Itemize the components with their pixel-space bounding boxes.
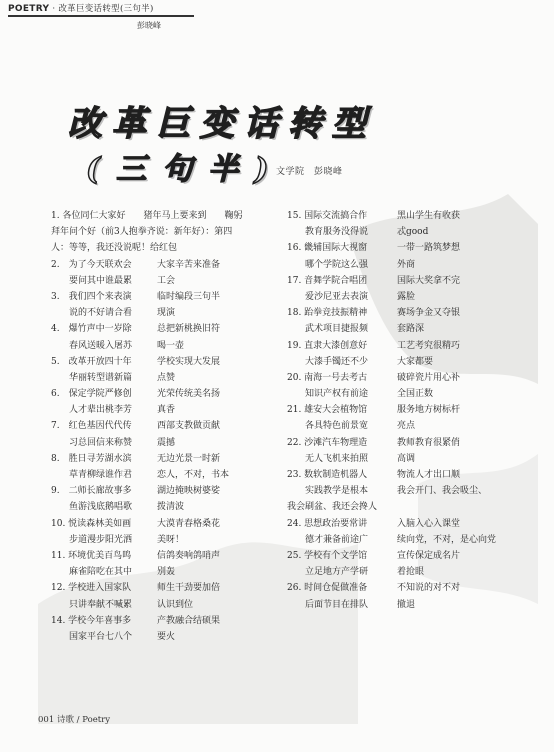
poem-line: [287, 516, 517, 532]
poem-line-part-1: 19. 直隶大漆创意好: [287, 340, 368, 351]
poem-line: [51, 564, 285, 580]
poem-line-part-2: 美呀！: [157, 534, 185, 545]
poem-line: [287, 321, 517, 337]
poem-line-part-2: 大家辛苦来准备: [157, 259, 221, 270]
poem-line-part-1: 只讲奉献不喊累: [51, 599, 133, 610]
poem-line: [287, 548, 517, 564]
poem-line-part-2: 黑山学生有收获: [397, 211, 461, 221]
poem-line: [51, 532, 285, 548]
poem-line-part-1: 实践教学是根本: [287, 486, 369, 497]
poem-line: [287, 386, 517, 402]
poem-line-part-2: 学校实现大发展: [157, 356, 221, 367]
poem-line-part-2: 总把新桃换旧符: [157, 324, 221, 335]
poem-line-part-1: 步道漫步阳光洒: [51, 534, 133, 545]
poem-line-part-1: 18. 跆拳竞技振精神: [287, 308, 368, 319]
poem-line-part-1: 6. 保定学院严修创: [51, 389, 132, 400]
poem-line-part-1: 3. 我们四个来表演: [51, 291, 132, 302]
poem-line-part-1: 7. 红色基因代代传: [51, 421, 132, 432]
poem-line: [287, 597, 517, 613]
poem-line: [287, 224, 517, 240]
poem-line: [287, 402, 517, 418]
poem-line-part-2: 恋人，不对，书本: [157, 470, 230, 480]
poem-line-part-2: 湖边掩映树婆娑: [157, 486, 221, 497]
poem-line-part-2: 大漠青春格桑花: [157, 518, 221, 529]
poem-line: [287, 338, 517, 354]
running-header: [8, 2, 154, 14]
poem-subtitle: (三句半): [86, 152, 285, 187]
poem-line: [51, 435, 285, 451]
poem-line: [287, 483, 517, 499]
poem-line-part-1: 武术项目捷报频: [287, 324, 369, 335]
poem-line-part-1: 说的不好请合看: [51, 308, 133, 319]
poem-line-part-2: 续向党，不对，是心向党: [397, 534, 497, 545]
poem-line: [51, 273, 285, 289]
poem-line: [287, 240, 517, 256]
poem-line: [287, 208, 517, 224]
poem-line-part-1: 14. 学校今年喜事多: [51, 615, 132, 626]
poem-line: [51, 613, 285, 629]
poem-line-part-2: 光荣传统美名扬: [157, 389, 221, 400]
poem-line-part-1: 10. 悦读森林美如画: [51, 518, 132, 529]
page-number: 001: [38, 715, 55, 725]
poem-line-part-2: 高调: [397, 453, 416, 464]
poem-line-part-1: 22. 沙滩汽车物理造: [287, 437, 368, 448]
poem-line-part-1: 人才辈出桃李芳: [51, 405, 133, 416]
poem-line-part-1: 21. 雄安大会植物馆: [287, 405, 368, 416]
poem-line-part-2: 一带一路筑梦想: [397, 243, 461, 254]
poem-line-part-2: 忒good: [397, 227, 429, 238]
poem-line: [51, 499, 285, 515]
poem-line: [287, 418, 517, 434]
poem-line-part-2: 真香: [157, 405, 176, 416]
poem-title: 改革巨变话转型: [68, 104, 376, 144]
poem-line-part-2: 露脸: [397, 291, 416, 302]
poem-line: [51, 305, 285, 321]
poem-line-part-1: 23. 数软制造机器人: [287, 470, 368, 480]
poem-line: [51, 321, 285, 337]
poem-line: [51, 289, 285, 305]
header-rule: [8, 15, 194, 17]
poem-line: [287, 451, 517, 467]
poem-line-part-1: 各具特色前景宽: [287, 421, 369, 432]
poem-line-part-1: 人：等等，我还没说呢！给红包: [51, 243, 178, 254]
poem-line-part-2: 西部支教做贡献: [157, 421, 221, 432]
poem-line-part-1: 2. 为了今天联欢会: [51, 259, 132, 270]
poem-line-part-2: 国际大奖拿不完: [397, 275, 461, 286]
poem-line: [51, 629, 285, 645]
poem-line-part-2: 点赞: [157, 372, 176, 383]
poem-line: [287, 354, 517, 370]
poem-line: [51, 597, 285, 613]
poem-line-part-1: 德才兼备前途广: [287, 534, 369, 545]
footer-label: 诗歌 / Poetry: [56, 715, 111, 725]
poem-line-part-1: 大漆手镯还不少: [287, 356, 369, 367]
poem-line-part-1: 11. 环境优美百鸟鸣: [51, 550, 132, 561]
poem-line-part-1: 20. 南海一号去考古: [287, 372, 368, 383]
poem-line-part-2: 要火: [157, 631, 176, 642]
poem-line: [51, 516, 285, 532]
poem-line-part-1: 12. 学校进入国家队: [51, 583, 132, 594]
poem-line: [51, 418, 285, 434]
poem-line-part-1: 17. 音舞学院合唱团: [287, 275, 368, 286]
poem-line-part-2: 物流人才出口顺: [397, 470, 461, 480]
poem-line: [51, 402, 285, 418]
poem-line-part-2: 宣传保定成名片: [397, 550, 461, 561]
poem-line-part-1: 草青柳绿谁作君: [51, 470, 133, 480]
poem-line-part-2: 别轰: [157, 567, 176, 578]
poem-line: [287, 467, 517, 483]
poem-line: [51, 548, 285, 564]
poem-line-part-2: 认识到位: [157, 599, 194, 610]
poem-line-part-1: 知识产权有前途: [287, 389, 369, 400]
poem-line-part-1: 5. 改革开放四十年: [51, 356, 132, 367]
page-footer: [38, 713, 110, 725]
poem-line-part-2: 现演: [157, 308, 176, 319]
poem-line: [51, 208, 285, 224]
poem-line-part-1: 爱沙尼亚去表演: [287, 291, 369, 302]
poem-line-part-1: 无人飞机来拍照: [287, 453, 369, 464]
poem-line-part-2: 撤退: [397, 599, 416, 610]
poem-line-part-1: 1. 各位同仁大家好 猪年马上要来到 鞠躬: [51, 211, 243, 221]
poem-line-part-1: 25. 学校有个文学馆: [287, 550, 368, 561]
poem-line-part-2: 入脑入心入课堂: [397, 518, 461, 529]
poem-column-left: [51, 208, 285, 645]
header-separator: ·: [52, 4, 56, 14]
poem-line: [51, 338, 285, 354]
poem-line-part-2: 喝一壶: [157, 340, 185, 351]
poem-line-part-1: 春风送暖入屠苏: [51, 340, 133, 351]
poem-line-part-2: 师生干劲要加倍: [157, 583, 221, 594]
poem-line: [51, 386, 285, 402]
poem-line: [287, 305, 517, 321]
poem-line-part-2: 赛场争金又夺银: [397, 308, 461, 319]
poem-line-part-1: 24. 思想政治要常讲: [287, 518, 368, 529]
poem-line-part-1: 我会刷盆、我还会搀人: [287, 502, 378, 513]
poem-line-part-2: 工会: [157, 275, 176, 286]
poem-line-part-1: 华丽转型谱新篇: [51, 372, 133, 383]
poem-line: [287, 532, 517, 548]
poem-line-part-1: 哪个学院这么强: [287, 259, 369, 270]
header-section-title: 改革巨变话转型(三句半): [58, 4, 154, 14]
poem-line: [51, 354, 285, 370]
poem-line: [287, 435, 517, 451]
poem-line: [287, 564, 517, 580]
poem-line: [287, 289, 517, 305]
poem-line-part-2: 工艺考究很精巧: [397, 340, 461, 351]
poem-line-part-2: 产教融合结硕果: [157, 615, 221, 626]
poem-line-part-1: 26. 时间仓促做准备: [287, 583, 368, 594]
author-byline: 文学院 彭晓峰: [276, 167, 343, 177]
poem-line-part-1: 鱼游浅底鹅唱歌: [51, 502, 133, 513]
poem-line-part-2: 无边光景一时新: [157, 453, 221, 464]
poem-line: [51, 224, 285, 240]
poem-line-part-2: 临时编段三句半: [157, 291, 221, 302]
poem-line-part-2: 破碎瓷片用心补: [397, 372, 461, 383]
poem-line-part-2: 拨清波: [157, 502, 185, 513]
magazine-brand: POETRY: [8, 4, 50, 14]
poem-line-part-1: 国家平台七八个: [51, 631, 133, 642]
poem-line: [287, 499, 517, 515]
poem-line-part-2: 信鸽奏响鸽哨声: [157, 550, 221, 561]
poem-line-part-1: 麻雀陪吃在其中: [51, 567, 133, 578]
poem-column-right: [287, 208, 517, 613]
poem-line: [51, 451, 285, 467]
poem-line-part-1: 习总回信来称赞: [51, 437, 133, 448]
poem-line-part-2: 服务地方树标杆: [397, 405, 461, 416]
poem-line: [51, 483, 285, 499]
poem-line-part-2: 着抢眼: [397, 567, 425, 578]
poem-line-part-1: 8. 胜日寻芳湖水滨: [51, 453, 132, 464]
poem-line-part-2: 亮点: [397, 421, 416, 432]
poem-line-part-2: 大家都要: [397, 356, 434, 367]
poem-line-part-2: 教师教育很紧俏: [397, 437, 461, 448]
poem-line: [51, 240, 285, 256]
poem-line-part-1: 16. 畿辅国际大视窗: [287, 243, 368, 254]
poem-line-part-1: 15. 国际交流搞合作: [287, 211, 368, 221]
header-author: 彭晓峰: [137, 21, 161, 30]
poem-line-part-1: 要问其中谁最累: [51, 275, 133, 286]
poem-line: [51, 370, 285, 386]
poem-line: [287, 370, 517, 386]
poem-line-part-1: 后面节目在排队: [287, 599, 369, 610]
poem-line: [287, 580, 517, 596]
poem-line-part-2: 全国正数: [397, 389, 434, 400]
poem-line-part-1: 4. 爆竹声中一岁除: [51, 324, 132, 335]
poem-line: [287, 273, 517, 289]
poem-line-part-1: 教育服务没得说: [287, 227, 369, 238]
poem-line: [287, 257, 517, 273]
poem-line-part-1: 立足地方产学研: [287, 567, 369, 578]
poem-line: [51, 257, 285, 273]
poem-line: [51, 467, 285, 483]
poem-line-part-2: 震撼: [157, 437, 176, 448]
poem-line-part-1: 9. 二师长廊故事多: [51, 486, 132, 497]
poem-line: [51, 580, 285, 596]
poem-line-part-2: 不知说的对不对: [397, 583, 461, 594]
poem-line-part-2: 我会开门、我会吸尘、: [397, 486, 488, 497]
poem-line-part-2: 外商: [397, 259, 416, 270]
poem-line-part-2: 套路深: [397, 324, 425, 335]
poem-line-part-1: 拜年问个好（前3人抱拳齐说：新年好）：第四: [51, 227, 233, 238]
